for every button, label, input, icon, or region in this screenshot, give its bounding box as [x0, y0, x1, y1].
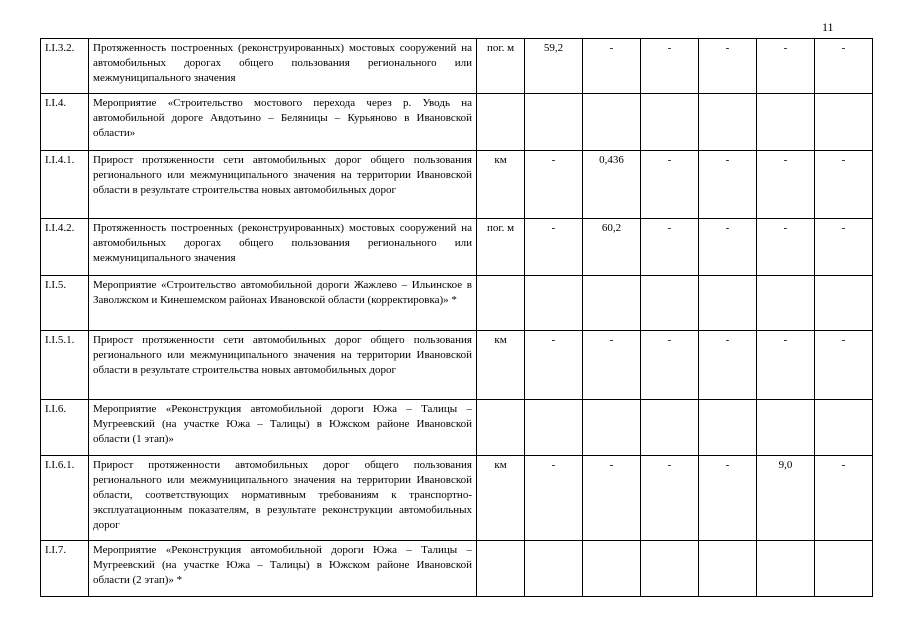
row-value [525, 94, 583, 151]
row-description: Мероприятие «Реконструкция автомобильной дороги Южа – Талицы – Мугреевский (на участке Южа – Талицы) в Южском районе Ивановской области (1 этап)» [89, 400, 477, 456]
row-value [641, 400, 699, 456]
row-value [583, 276, 641, 331]
row-description: Прирост протяженности сети автомобильных дорог общего пользования регионального или межмуниципального значения на территории Ивановской области в результате строительства новых автомобильных дорог [89, 331, 477, 400]
row-value: - [815, 151, 873, 219]
row-unit: км [477, 456, 525, 541]
row-unit [477, 400, 525, 456]
row-number: I.I.6. [41, 400, 89, 456]
row-value: - [641, 151, 699, 219]
row-value [525, 276, 583, 331]
row-unit: км [477, 331, 525, 400]
table-row [41, 276, 873, 331]
row-value: - [525, 219, 583, 276]
row-number: I.I.7. [41, 541, 89, 597]
row-number: I.I.3.2. [41, 39, 89, 94]
row-value: - [641, 219, 699, 276]
row-value [641, 94, 699, 151]
row-value [815, 94, 873, 151]
row-value: - [815, 456, 873, 541]
row-value [525, 400, 583, 456]
row-description: Прирост протяженности сети автомобильных дорог общего пользования регионального или межмуниципального значения на территории Ивановской области в результате строительства новых автомобильных дорог [89, 151, 477, 219]
row-value: - [583, 331, 641, 400]
row-value: - [641, 456, 699, 541]
row-value: - [699, 151, 757, 219]
row-value [699, 94, 757, 151]
row-value [757, 276, 815, 331]
row-value: - [525, 331, 583, 400]
table-row [41, 151, 873, 219]
row-unit: км [477, 151, 525, 219]
row-number: I.I.4.2. [41, 219, 89, 276]
table-row [41, 219, 873, 276]
row-value [583, 94, 641, 151]
row-value: - [525, 456, 583, 541]
row-unit: пог. м [477, 219, 525, 276]
row-unit [477, 541, 525, 597]
table-row [41, 94, 873, 151]
row-value [641, 276, 699, 331]
row-value [699, 541, 757, 597]
row-value: - [699, 39, 757, 94]
row-value [757, 541, 815, 597]
indicators-table [40, 38, 873, 597]
table-row [41, 400, 873, 456]
row-number: I.I.5.1. [41, 331, 89, 400]
row-value: 60,2 [583, 219, 641, 276]
row-number: I.I.4.1. [41, 151, 89, 219]
table-row [41, 331, 873, 400]
row-description: Прирост протяженности автомобильных дорог общего пользования регионального или межмуниципального значения на территории Ивановской области, соответствующих нормативным требованиям к транспортно-эксплуатационным показателям, в результате реконструкции автомобильных дорог [89, 456, 477, 541]
row-value [699, 400, 757, 456]
row-value [815, 276, 873, 331]
row-value: - [757, 151, 815, 219]
row-unit [477, 276, 525, 331]
row-number: I.I.5. [41, 276, 89, 331]
table-row [41, 456, 873, 541]
row-value [525, 541, 583, 597]
row-value: 9,0 [757, 456, 815, 541]
table-row [41, 39, 873, 94]
row-unit [477, 94, 525, 151]
page-number: 11 [822, 20, 834, 34]
row-number: I.I.4. [41, 94, 89, 151]
row-description: Протяженность построенных (реконструированных) мостовых сооружений на автомобильных дорогах общего пользования регионального или межмуниципального значения [89, 219, 477, 276]
row-value: - [699, 456, 757, 541]
row-value: 59,2 [525, 39, 583, 94]
row-value [757, 400, 815, 456]
row-description: Протяженность построенных (реконструированных) мостовых сооружений на автомобильных дорогах общего пользования регионального или межмуниципального значения [89, 39, 477, 94]
row-value [641, 541, 699, 597]
row-value: - [525, 151, 583, 219]
row-value: - [815, 39, 873, 94]
row-value: - [641, 39, 699, 94]
row-value: - [699, 331, 757, 400]
row-value: - [815, 331, 873, 400]
row-description: Мероприятие «Реконструкция автомобильной дороги Южа – Талицы – Мугреевский (на участке Южа – Талицы) в Южском районе Ивановской области (2 этап)» * [89, 541, 477, 597]
row-value: - [699, 219, 757, 276]
row-value: - [641, 331, 699, 400]
row-value [583, 541, 641, 597]
row-description: Мероприятие «Строительство мостового перехода через р. Уводь на автомобильной дороге Авдотьино – Беляницы – Курьяново в Ивановской области» [89, 94, 477, 151]
row-value [815, 541, 873, 597]
row-value: - [583, 456, 641, 541]
row-value: - [757, 219, 815, 276]
row-value [699, 276, 757, 331]
row-value [757, 94, 815, 151]
row-value: - [583, 39, 641, 94]
row-value [815, 400, 873, 456]
table-row [41, 541, 873, 597]
row-value: 0,436 [583, 151, 641, 219]
row-number: I.I.6.1. [41, 456, 89, 541]
row-description: Мероприятие «Строительство автомобильной дороги Жажлево – Ильинское в Заволжском и Кинешемском районах Ивановской области (корректировка)» * [89, 276, 477, 331]
row-value: - [757, 331, 815, 400]
row-value: - [757, 39, 815, 94]
row-value [583, 400, 641, 456]
row-unit: пог. м [477, 39, 525, 94]
row-value: - [815, 219, 873, 276]
